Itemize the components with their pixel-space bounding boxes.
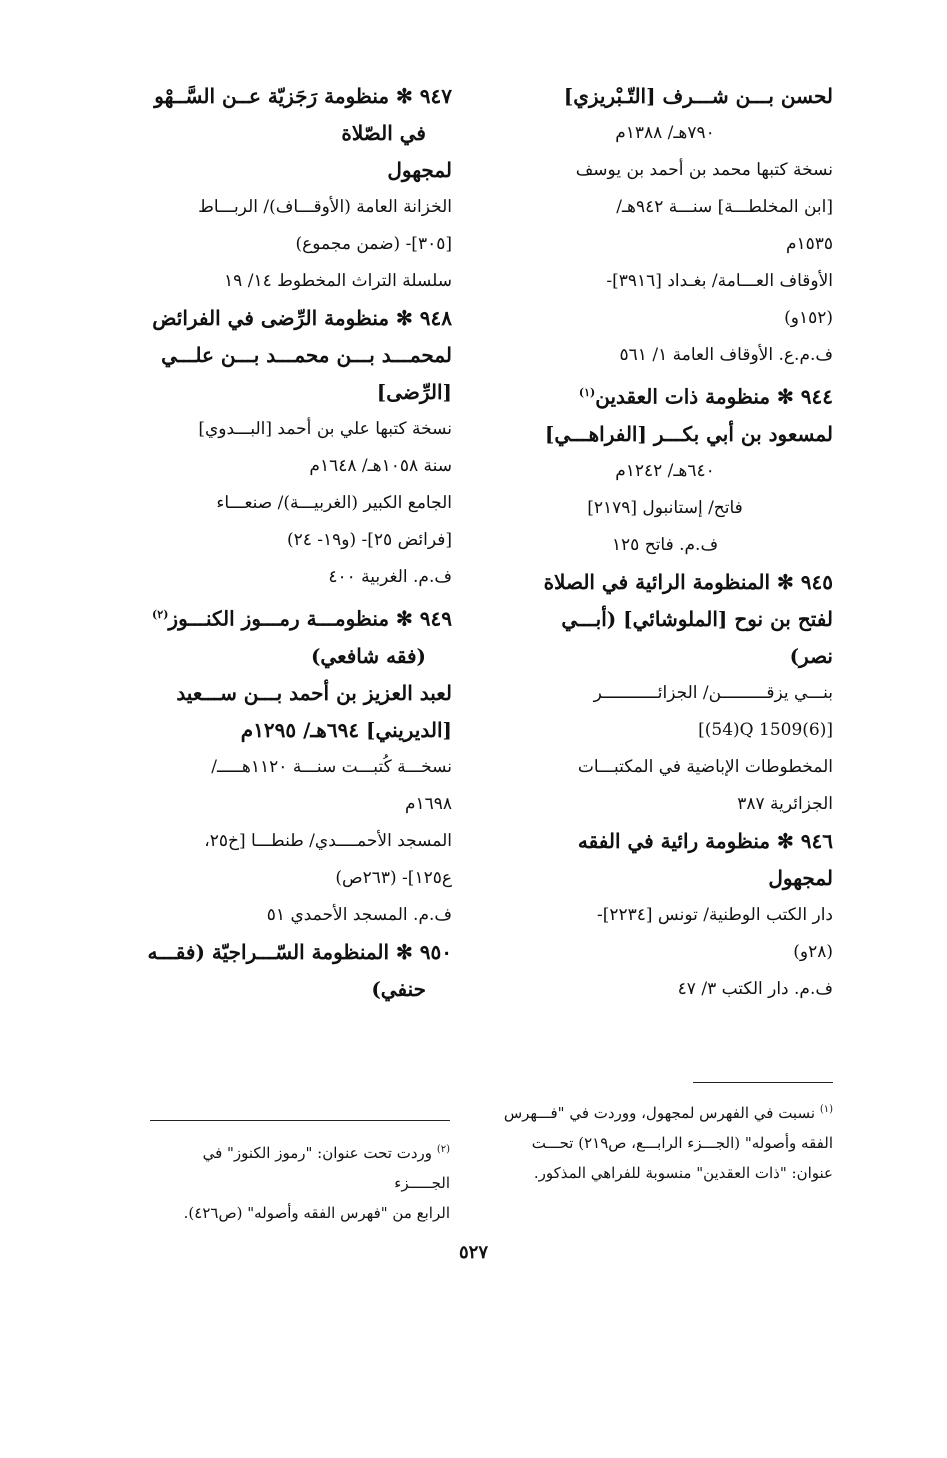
footnote-text: عنوان: "ذات العقدين" منسوبة للفراهي المذكور.	[533, 1164, 833, 1182]
entry-number: ٩٤٧	[419, 84, 452, 108]
entry-title-text: منظومـــة رمـــوز الكنـــوز	[168, 606, 390, 631]
entry-detail-line: [٣٠٥]- (ضمن مجموع)	[295, 234, 452, 254]
entry-title-continued: في الصّلاة	[341, 121, 426, 145]
entry-detail-line: [ابن المخلطـــة] سنـــة ٩٤٢هـ/	[616, 197, 833, 217]
footnote-marker: (٢)	[436, 1144, 450, 1155]
entry-detail-line: الجامع الكبير (الغربيـــة)/ صنعـــاء	[216, 493, 452, 513]
entry-author: لفتح بن نوح [الملوشائي] (أبـــي	[561, 606, 833, 631]
entry-detail-line: المسجد الأحمــــدي/ طنطـــا [خ٢٥،	[204, 830, 452, 851]
entry-detail-line: الجزائرية ٣٨٧	[737, 793, 833, 814]
right-column	[497, 78, 833, 1008]
entry-number: ٩٤٤	[800, 384, 833, 409]
entry-detail-line: سلسلة التراث المخطوط ١٤/ ١٩	[224, 271, 452, 291]
footnote-marker: (١)	[578, 386, 596, 399]
asterisk-icon: ✻	[389, 939, 420, 964]
entry-number: ٩٤٨	[419, 306, 452, 330]
footnote-line	[150, 1135, 450, 1198]
page-number: ٥٢٧	[458, 1242, 488, 1263]
entry-title	[497, 823, 833, 860]
entry-detail-line: نسخـــة كُتبـــت سنـــة ١١٢٠هـــــ/	[211, 756, 452, 777]
entry-detail-line: ٦٤٠هـ/ ١٢٤٢م	[615, 460, 715, 481]
entry-title	[112, 78, 452, 115]
footnote-marker: (١)	[819, 1104, 833, 1115]
entry-author: نصر)	[789, 643, 833, 668]
entry-detail-line: ١٦٩٨م	[404, 793, 452, 814]
entry-detail-line: دار الكتب الوطنية/ تونس [٢٢٣٤]-	[596, 904, 833, 925]
entry-detail-line: (١٥٢و)	[784, 308, 833, 328]
footnote-text: الرابع من "فهرس الفقه وأصوله" (ص٤٢٦).	[183, 1204, 450, 1222]
entry-detail-line: ف.م. دار الكتب ٣/ ٤٧	[677, 978, 833, 999]
entry-detail-line: ١٥٣٥م	[785, 234, 833, 254]
entry-title	[112, 934, 452, 971]
entry-detail-line: نسخة كتبها علي بن أحمد [البـــدوي]	[198, 419, 452, 439]
entry-author: لمجهول	[387, 158, 452, 182]
entry-title-text: المنظومة السّـــراجيّة (فقـــه	[147, 939, 390, 964]
entry-detail-line: ٧٩٠هـ/ ١٣٨٨م	[615, 123, 715, 143]
entry-detail-line: المخطوطات الإباضية في المكتبـــات	[577, 756, 833, 777]
asterisk-icon: ✻	[770, 569, 801, 594]
entry-detail-line: بنـــي يزقـــــــــن/ الجزائـــــــــــر	[593, 682, 833, 703]
entry-author: [الرِّضى]	[376, 380, 452, 404]
entry-detail-line: نسخة كتبها محمد بن أحمد بن يوسف	[575, 160, 833, 180]
entry-title-continued: (فقه شافعي)	[310, 643, 426, 668]
entry-author: لعبد العزيز بن أحمد بـــن ســـعيد	[176, 680, 452, 705]
asterisk-icon: ✻	[389, 606, 420, 631]
entry-detail-line: [(54)Q 1509(6)]	[698, 719, 833, 740]
left-column	[112, 78, 452, 1008]
entry-detail-line: سنة ١٠٥٨هـ/ ١٦٤٨م	[309, 456, 452, 476]
entry-title-text: منظومة رَجَزيّة عــن السَّــهْو	[154, 84, 390, 108]
footnote-divider	[150, 1120, 450, 1121]
footnote-marker: (٢)	[152, 608, 169, 621]
footnote-text: نسبت في الفهرس لمجهول، ووردت في "فـــهرس	[503, 1104, 816, 1122]
entry-detail-line: ف.م. فاتح ١٢٥	[611, 534, 719, 555]
asterisk-icon: ✻	[389, 306, 420, 330]
entry-title-text: منظومة ذات العقدين	[595, 384, 771, 409]
footnote-line	[497, 1158, 833, 1188]
entry-detail-line: [فرائض ٢٥]- (و١٩- ٢٤)	[286, 530, 452, 550]
entry-number: ٩٤٥	[800, 569, 833, 594]
entry-number: ٩٤٩	[419, 606, 452, 631]
entry-detail-line: ف.م. الغربية ٤٠٠	[328, 567, 452, 587]
footnote-text: وردت تحت عنوان: "رموز الكنوز" في الجـــــزء	[202, 1144, 450, 1192]
entry-title-text: المنظومة الرائية في الصلاة	[543, 569, 771, 594]
entry-detail-line: ف.م.ع. الأوقاف العامة ١/ ٥٦١	[619, 345, 833, 365]
entry-author: لمحمـــد بـــن محمـــد بـــن علـــي	[161, 343, 452, 367]
entry-author: لمجهول	[768, 865, 833, 890]
entry-author: لمسعود بن أبي بكـــر [الفراهـــي]	[544, 421, 833, 446]
entry-title	[112, 596, 452, 638]
entry-title-text: منظومة رائية في الفقه	[577, 828, 771, 853]
footnotes-left	[150, 1120, 450, 1228]
footnotes-right	[497, 1082, 833, 1188]
entry-detail-line: (٢٨و)	[793, 941, 833, 962]
entry-title	[497, 374, 833, 416]
entry-number: ٩٤٦	[800, 828, 833, 853]
entry-author: لحسن بـــن شـــرف [التّـبْريزي]	[563, 84, 833, 108]
footnote-divider	[693, 1082, 833, 1083]
entry-detail-line: ف.م. المسجد الأحمدي ٥١	[266, 904, 452, 925]
asterisk-icon: ✻	[389, 84, 420, 108]
entry-title	[112, 300, 452, 337]
footnote-text: الفقه وأصوله" (الجـــزء الرابـــع، ص٢١٩) تحـــت	[531, 1134, 833, 1152]
footnote-line	[150, 1198, 450, 1228]
entry-detail-line: الخزانة العامة (الأوقـــاف)/ الربـــاط	[198, 197, 452, 217]
entry-detail-line: الأوقاف العـــامة/ بغـداد [٣٩١٦]-	[606, 271, 833, 291]
asterisk-icon: ✻	[770, 828, 801, 853]
entry-title-text: منظومة الرِّضى في الفرائض	[152, 306, 390, 330]
asterisk-icon: ✻	[770, 384, 801, 409]
entry-author: [الديريني] ٦٩٤هـ/ ١٢٩٥م	[240, 717, 452, 742]
entry-detail-line: ع١٢٥]- (٢٦٣ص)	[335, 867, 452, 888]
entry-number: ٩٥٠	[419, 939, 452, 964]
entry-title-continued: حنفي)	[371, 976, 426, 1001]
footnote-line	[497, 1095, 833, 1128]
entry-detail-line: فاتح/ إستانبول [٢١٧٩]	[587, 497, 743, 518]
footnote-line	[497, 1128, 833, 1158]
entry-title	[497, 564, 833, 601]
